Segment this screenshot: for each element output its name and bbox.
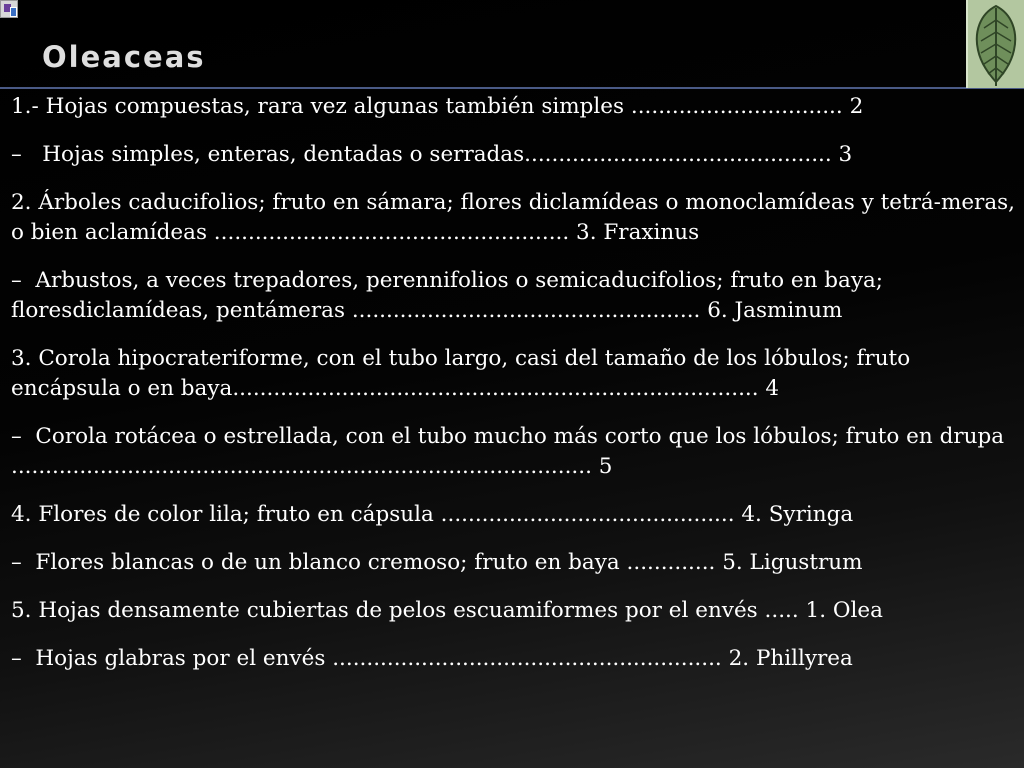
- key-entry-5-alt: – Hojas glabras por el envés ......................................................... 2. Phillyrea: [11, 646, 853, 671]
- title-divider: [0, 87, 1024, 89]
- key-entry-4: 4. Flores de color lila; fruto en cápsula ........................................... 4. Syringa: [11, 502, 854, 527]
- presentation-app-icon[interactable]: [0, 0, 18, 18]
- key-entry-4-alt: – Flores blancas o de un blanco cremoso; fruto en baya ............. 5. Ligustrum: [11, 550, 863, 575]
- key-entry-1: 1.- Hojas compuestas, rara vez algunas también simples ............................... 2: [11, 94, 864, 119]
- key-entry-3: 3. Corola hipocrateriforme, con el tubo largo, casi del tamaño de los lóbulos; fruto encápsula o en baya............................................................................. 4: [11, 346, 917, 401]
- slide-title: Oleaceas: [42, 40, 206, 74]
- key-entry-5: 5. Hojas densamente cubiertas de pelos escuamiformes por el envés ..... 1. Olea: [11, 598, 883, 623]
- key-entry-1-alt: – Hojas simples, enteras, dentadas o serradas............................................. 3: [11, 142, 853, 167]
- key-entry-2-alt: – Arbustos, a veces trepadores, perennifolios o semicaducifolios; fruto en baya; floresdiclamídeas, pentámeras ................................................... 6. Jasminum: [11, 268, 890, 323]
- key-entry-3-alt: – Corola rotácea o estrellada, con el tubo mucho más corto que los lóbulos; fruto en drupa ..................................................................................... 5: [11, 424, 1011, 479]
- leaf-icon: [966, 0, 1024, 88]
- key-entry-2: 2. Árboles caducifolios; fruto en sámara; flores diclamídeas o monoclamídeas y tetrá-meras, o bien aclamídeas .................................................... 3. Fraxinus: [11, 190, 1022, 245]
- key-list: [11, 92, 1022, 692]
